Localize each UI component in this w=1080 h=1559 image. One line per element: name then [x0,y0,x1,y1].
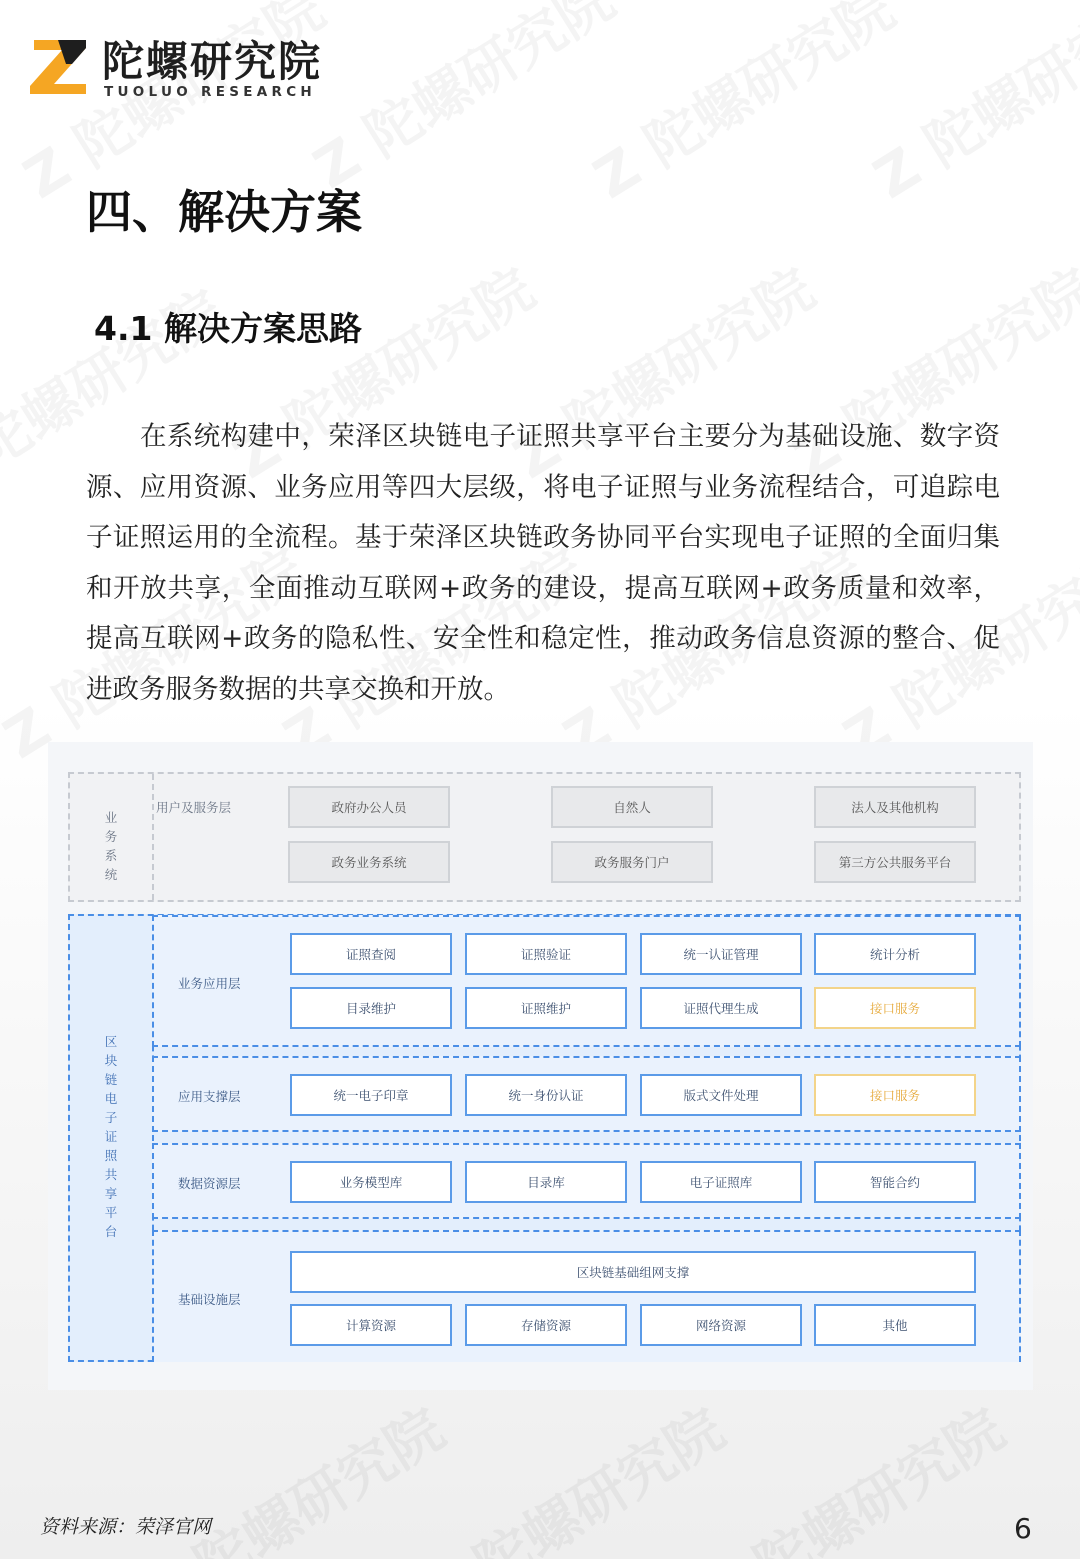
layer-item: 存储资源 [465,1304,627,1346]
layer-label: 数据资源层 [178,1176,241,1191]
section-heading: 四、解决方案 [86,185,362,239]
logo-name-cn: 陀螺研究院 [102,37,323,86]
layer-item: 证照维护 [465,987,627,1029]
body-paragraph: 在系统构建中，荣泽区块链电子证照共享平台主要分为基础设施、数字资源、应用资源、业务应用等四大层级，将电子证照与业务流程结合，可追踪电子证照运用的全流程。基于荣泽区块链政务协同平台实现电子证照的全面归集和开放共享，全面推动互联网+政务的建设，提高互联网+政务质量和效率，提高互联网+政务的隐私性、安全性和稳定性，推动政务信息资源的整合、促进政务服务数据的共享交换和开放。 [86,421,1000,705]
interface-service-item: 接口服务 [814,1074,976,1116]
subsection-heading: 4.1 解决方案思路 [94,309,362,348]
layer-item: 统一电子印章 [290,1074,452,1116]
business-group-label: 业 务 系 统 [104,810,118,882]
architecture-diagram [48,742,1033,1390]
platform-group-label: 区 块 链 电 子 证 照 共 享 平 台 [104,1034,118,1239]
layer-item: 目录维护 [290,987,452,1029]
svg-text:Z 陀螺研究院 [863,0,1080,212]
user-item: 政务业务系统 [288,841,450,883]
user-item: 政务服务门户 [551,841,713,883]
svg-text:Z 陀螺研究院 [413,1397,736,1559]
layer-item: 证照查阅 [290,933,452,975]
layer-item: 统一认证管理 [640,933,802,975]
user-item: 政府办公人员 [288,786,450,828]
layer-label: 基础设施层 [178,1292,241,1307]
layer-item: 统一身份认证 [465,1074,627,1116]
layer-label: 业务应用层 [178,976,241,991]
logo-name-en: TUOLUO RESEARCH [104,84,317,100]
source-note: 资料来源：荣泽官网 [40,1516,212,1538]
page-number: 6 [1014,1512,1032,1545]
layer-item: 证照验证 [465,933,627,975]
layer-item: 其他 [814,1304,976,1346]
group-divider [152,774,154,900]
layer-item: 网络资源 [640,1304,802,1346]
svg-text:Z 陀螺研究院 [693,1397,1016,1559]
layer-item: 版式文件处理 [640,1074,802,1116]
layer-item: 证照代理生成 [640,987,802,1029]
user-item: 法人及其他机构 [814,786,976,828]
layer-item-wide: 区块链基础组网支撑 [290,1251,976,1293]
logo [28,36,348,106]
interface-service-item: 接口服务 [814,987,976,1029]
logo-z-icon [28,36,90,96]
layer-item: 业务模型库 [290,1161,452,1203]
svg-text:Z 陀螺研究院 [303,0,626,202]
layer-item: 目录库 [465,1161,627,1203]
layer-item: 统计分析 [814,933,976,975]
layer-item: 电子证照库 [640,1161,802,1203]
layer-item: 智能合约 [814,1161,976,1203]
user-item: 第三方公共服务平台 [814,841,976,883]
user-item: 自然人 [551,786,713,828]
layer-item: 计算资源 [290,1304,452,1346]
layer-label: 应用支撑层 [178,1089,241,1104]
user-layer-label: 用户及服务层 [156,800,232,815]
svg-text:Z 陀螺研究院 [583,0,906,212]
